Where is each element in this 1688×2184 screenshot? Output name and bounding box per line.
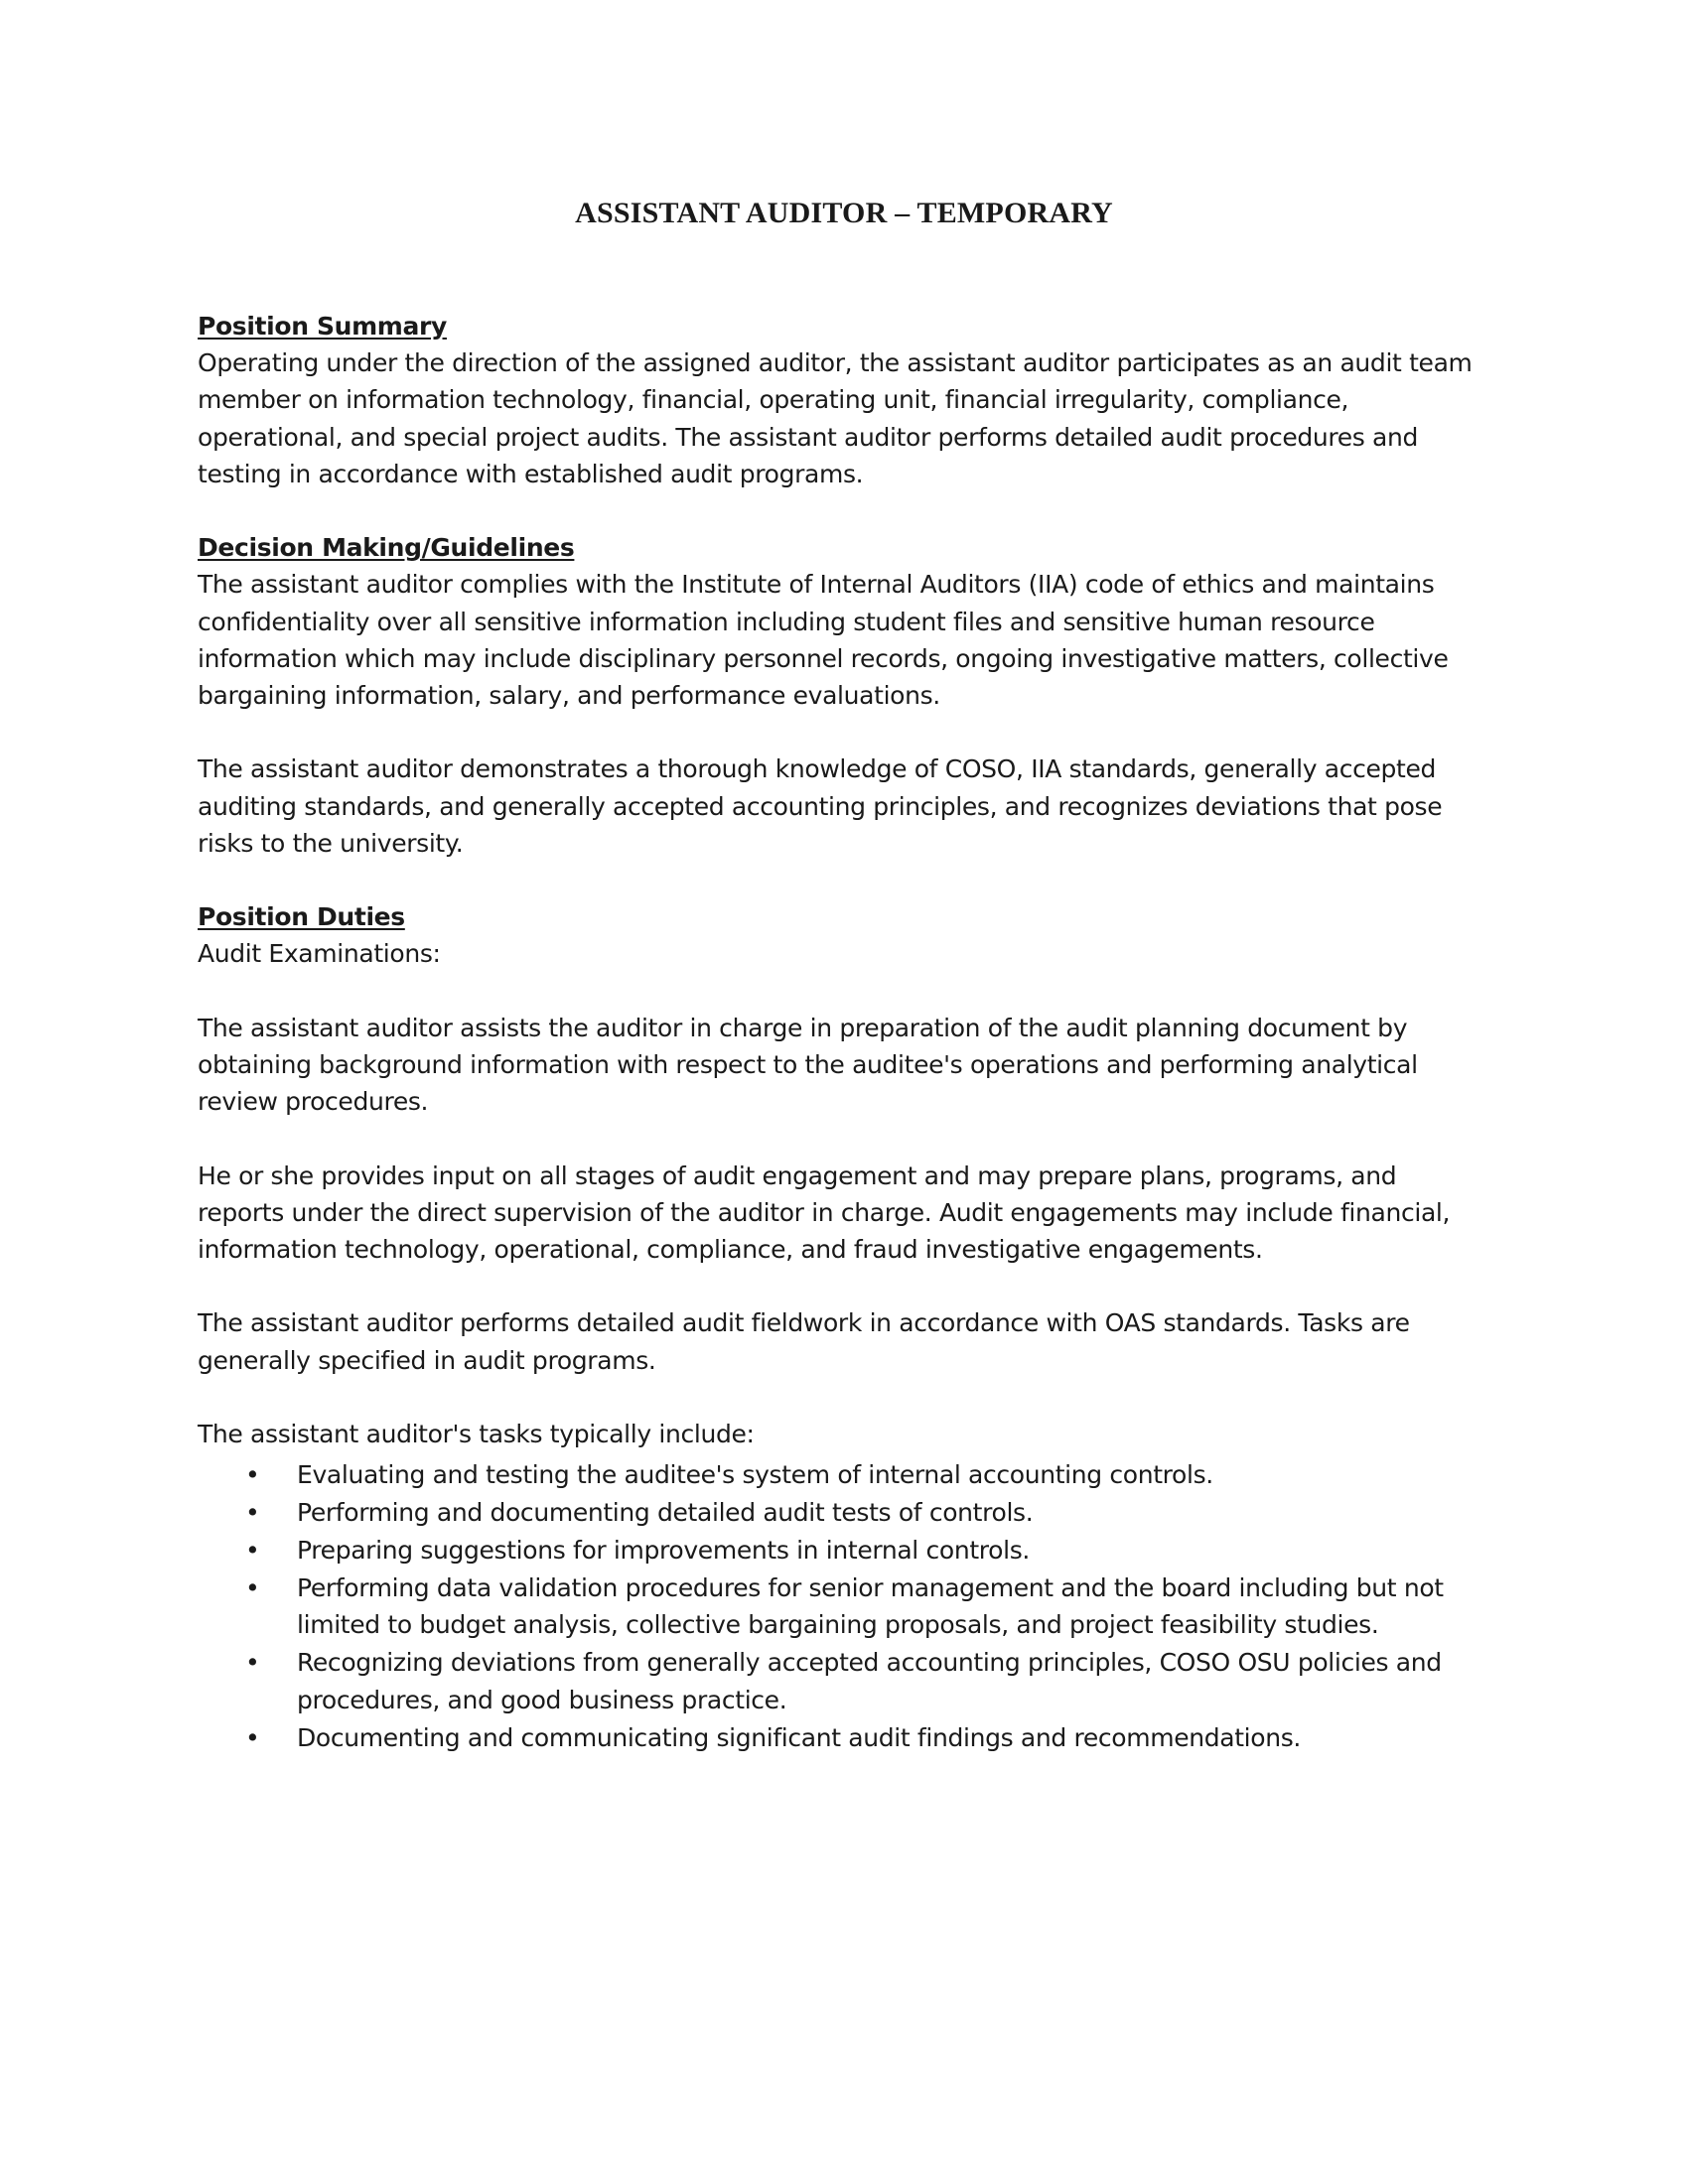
audit-examinations-subheading: Audit Examinations: [198,939,441,969]
decision-making-heading: Decision Making/Guidelines [198,533,575,563]
list-item [198,1719,1478,1757]
bullet-icon: • [245,1722,260,1752]
bullet-icon: • [245,1648,260,1678]
list-item [198,1570,1478,1645]
task-text: Preparing suggestions for improvements in internal controls. [297,1535,1030,1565]
list-item [198,1494,1478,1532]
decision-making-paragraph-1: The assistant auditor complies with the Institute of Internal Auditors (IIA) code of ethics and maintains confidentiality over all sensitive information including student files and sensitive human resource information which may include disciplinary personnel records, ongoing investigative matters, collective bargaining information, salary, and performance evaluations. [198,570,1449,711]
task-text: Performing and documenting detailed audit tests of controls. [297,1497,1034,1527]
position-duties-heading: Position Duties [198,902,405,932]
list-item [198,1644,1478,1719]
tasks-list [198,1456,1478,1756]
task-text: Recognizing deviations from generally accepted accounting principles, COSO OSU policies and procedures, and good business practice. [297,1648,1442,1714]
decision-making-section [198,529,1478,862]
tasks-intro: The assistant auditor's tasks typically include: [198,1419,755,1448]
duties-paragraph-2: He or she provides input on all stages of audit engagement and may prepare plans, programs, and reports under the direct supervision of the auditor in charge. Audit engagements may include financial, information technology, operational, compliance, and fraud investigative engagements. [198,1160,1451,1264]
bullet-icon: • [245,1460,260,1490]
task-text: Evaluating and testing the auditee's system of internal accounting controls. [297,1460,1213,1490]
duties-paragraph-3: The assistant auditor performs detailed audit fieldwork in accordance with OAS standards. Tasks are generally specified in audit programs. [198,1308,1410,1375]
task-text: Documenting and communicating significant audit findings and recommendations. [297,1722,1301,1752]
bullet-icon: • [245,1572,260,1602]
decision-making-paragraph-2: The assistant auditor demonstrates a thorough knowledge of COSO, IIA standards, generally accepted auditing standards, and generally accepted accounting principles, and recognizes deviations that pose risks to the university. [198,754,1443,858]
position-summary-heading: Position Summary [198,312,447,341]
document-title: ASSISTANT AUDITOR – TEMPORARY [575,197,1113,229]
position-summary-section [198,308,1478,492]
document-body [198,308,1478,1757]
bullet-icon: • [245,1497,260,1527]
task-text: Performing data validation procedures for senior management and the board including but not limited to budget analysis, collective bargaining proposals, and project feasibility studies. [297,1572,1444,1640]
duties-paragraph-1: The assistant auditor assists the auditor in charge in preparation of the audit planning document by obtaining background information with respect to the auditee's operations and performing analytical review procedures. [198,1013,1418,1117]
bullet-icon: • [245,1535,260,1565]
list-item [198,1456,1478,1494]
position-summary-paragraph: Operating under the direction of the assigned auditor, the assistant auditor participates as an audit team member on information technology, financial, operating unit, financial irregularity, compliance, operational, and special project audits. The assistant auditor performs detailed audit procedures and testing in accordance with established audit programs. [198,348,1473,488]
list-item [198,1532,1478,1570]
position-duties-section [198,898,1478,1756]
